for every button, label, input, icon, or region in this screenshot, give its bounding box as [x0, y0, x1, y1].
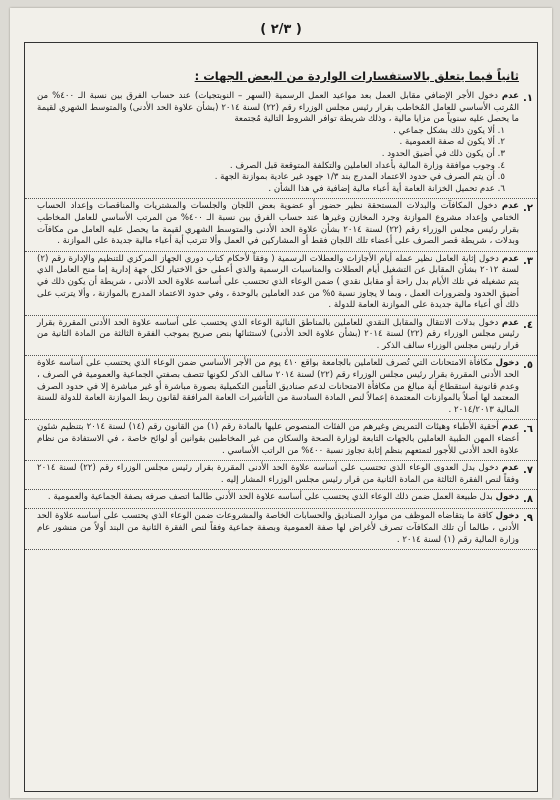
item-number: ٦.	[523, 424, 533, 436]
list-item	[25, 461, 537, 490]
section-title: ثانياً فيما يتعلق بالاستفسارات الواردة من البعض الجهات :	[194, 69, 519, 83]
item-content	[25, 358, 519, 416]
list-item	[25, 356, 537, 420]
content-frame	[24, 42, 538, 792]
list-item	[25, 420, 537, 461]
list-item	[25, 509, 537, 550]
item-content	[25, 201, 519, 247]
item-lead-word: عدم	[501, 91, 520, 101]
item-paragraph	[37, 463, 519, 486]
item-number: ٧.	[523, 465, 533, 477]
page-number: ( ٢/٣ )	[260, 22, 302, 37]
item-paragraph	[37, 201, 519, 247]
item-paragraph	[37, 422, 519, 457]
item-number: ٤.	[523, 319, 533, 331]
condition-list	[37, 126, 505, 196]
item-text: كافة ما يتقاضاه الموظف من موارد الصناديق والحسابات الخاصة والمشروعات ضمن الوعاء الذي يحتسب على أساسه علاوة الحد الأدنى ، طالما أن تلك المكافآت تصرف لأغراض لها صفة العمومية وبصفة جماعية وفقاً لنص الفقرة الثانية من البند أولاً من منشور عام وزارة المالية رقم (١) لسنة ٢٠١٤ .	[37, 511, 519, 545]
item-paragraph	[37, 511, 519, 546]
item-lead-word: عدم	[501, 422, 519, 433]
item-text: بدل طبيعة العمل ضمن ذلك الوعاء الذي يحتسب على أساسه علاوة الحد الأدنى طالما اتصف صرفه بصفة الجماعية والعمومية .	[47, 492, 493, 503]
item-content	[25, 91, 519, 195]
list-item	[25, 316, 537, 357]
item-lead-word: دخول	[495, 492, 519, 503]
item-paragraph	[37, 492, 519, 504]
condition-item: ٦. عدم تحميل الخزانة العامة أية أعباء مالية إضافية في هذا الشأن .	[268, 183, 505, 194]
item-content	[25, 254, 519, 312]
item-number: ٣.	[523, 255, 533, 267]
condition-item: ٥. أن يتم الصرف في حدود الاعتماد المدرج بند ١/٣ جهود غير عادية بموازنة الجهة .	[214, 172, 505, 183]
item-number: ٢.	[523, 203, 533, 215]
item-lead-word: عدم	[501, 463, 519, 474]
list-item	[25, 490, 537, 509]
item-text: أحقية الأطباء وهيئات التمريض وغيرهم من الفئات المنصوص عليها بالمادة رقم (١) من القانون رقم (١٤) لسنة ٢٠١٤ بتنظيم شئون أعضاء المهن الطبية العاملين بالجهات التابعة لوزارة الصحة والسكان من غير المخاطبين بقوانين أو لوائح خاصة ، في الاستفادة من نظام علاوة الحد الأدنى للأجور لتمتعهم بنظم إثابة تجاوز نسبة ٤٠٠% من الراتب الأساسي .	[37, 422, 519, 456]
item-lead-word: دخول	[495, 511, 519, 522]
item-content	[25, 492, 519, 505]
item-text: مكافأة الامتحانات التي تُصرف للعاملين بالجامعة بواقع ٤١٠ يوم من الأجر الأساسي ضمن الوعاء الذي يحتسب على أساسه علاوة الحد الأدنى المقررة بقرار رئيس مجلس الوزراء رقم (٢٢) لسنة ٢٠١٤ سالف الذكر لكونها تتصف بصفتي الجماعية والعمومية في الصرف ، وعدم قانونية استقطاع أية مبالغ من مكافأة الامتحانات لدعم صناديق التأمين التكميلية بصورة مباشرة أو غير مباشرة إلا في حدود الصرف المعتمد لها أصلاً بالموازنات المعتمدة إعمالاً لنص المادة السادسة من التأشيرات العامة المرافقة لقانون ربط الموازنة العامة للدولة للسنة المالية ٢٠١٤/٢٠١٣ .	[37, 358, 519, 415]
item-lead-word: عدم	[501, 201, 519, 212]
item-content	[25, 422, 519, 457]
item-number: ٩.	[523, 513, 533, 525]
item-number: ١.	[523, 93, 533, 104]
item-text: دخول الأجر الإضافي مقابل العمل بعد مواعيد العمل الرسمية (السهر – النوبتجيات) عند حساب الفرق بين نسبة الـ ٤٠٠% من المُرتب الأساسي للعامل المُخاطب بقرار رئيس مجلس الوزراء رقم (٢٢) لسنة ٢٠١٤ (بشأن علاوة الحد الأدنى) والمتوسط الشهري لقيمة ما يحصل عليه سنوياً من مزايا مالية ، وذلك شريطة توافر الشروط التالية مُجتمعة	[37, 91, 519, 125]
item-number: ٥.	[523, 360, 533, 372]
item-paragraph	[37, 318, 519, 353]
list-item	[25, 199, 537, 251]
list-item	[25, 89, 537, 199]
condition-item: ٢. ألا يكون له صفة العمومية .	[399, 137, 505, 148]
condition-item: ١. ألا يكون ذلك بشكل جماعي .	[393, 125, 505, 136]
item-text: دخول المكافآت والبدلات المستحقة نظير حضور أو عضوية بعض اللجان والجلسات والمشتريات والمناقصات وإعداد الحساب الختامي وإعداد مشروع الموازنة وجرد المخازن وغيرها عند حساب الفرق بين نسبة الـ ٤٠٠% من المرتب الأساسي للعامل المخاطب بقرار رئيس مجلس الوزراء رقم (٢٢) لسنة ٢٠١٤ بشأن علاوة الحد الأدنى والمتوسط الشهري لقيمة ما يحصل عليه العامل من مكافآت وبدلات ، شريطة قصر الصرف على أعضاء تلك اللجان فقط أو المشاركين في العمل وألا تترتب أية أعباء مالية جديدة على الموازنة .	[37, 201, 519, 247]
list-item	[25, 252, 537, 316]
item-text: دخول إثابة العامل نظير عمله أيام الأجازات والعطلات الرسمية ( وفقاً لأحكام كتاب دوري الجهاز المركزي للتنظيم والإدارة رقم (٢) لسنة ٢٠١٢ بشأن المقابل عن التشغيل أيام العطلات والمناسبات الرسمية والذي أعطى حق الاختيار لكل جهة إدارية إما منح العامل الذي يتم تشغيله في تلك الأيام بدل راحة أو مقابل نقدي ) ضمن الوعاء الذي تحتسب على أساسه علاوة الحد الأدنى ، شريطة أن يكون ذلك في أضيق الحدود ولضرورات العمل ، وبما لا يجاوز نسبة ٥% من عدد العاملين بالوحدة ، وفي حدود الاعتماد المدرج بالموازنة ، وألا يترتب على ذلك أي أعباء مالية جديدة على الموازنة العامة للدولة .	[37, 253, 519, 311]
item-paragraph	[37, 91, 519, 126]
item-lead-word: عدم	[501, 253, 520, 264]
items-list	[25, 89, 537, 550]
item-content	[25, 511, 519, 546]
item-content	[25, 318, 519, 353]
condition-item: ٤. وجوب موافقة وزارة المالية بأعداد العاملين والتكلفة المتوقعة قبل الصرف .	[229, 160, 505, 171]
item-paragraph	[37, 254, 519, 312]
condition-item: ٣. أن يكون ذلك في أضيق الحدود .	[381, 148, 505, 159]
item-number: ٨.	[523, 494, 533, 506]
document-page	[10, 8, 552, 798]
item-text: دخول بدل العدوى الوعاء الذي تحتسب على أساسه علاوة الحد الأدنى المقررة بقرار رئيس مجلس الوزراء رقم (٢٢) لسنة ٢٠١٤ وفقاً لنص الفقرة الثالثة من المادة الثانية من قرار رئيس مجلس الوزراء المشار إليه .	[37, 463, 519, 485]
item-paragraph	[37, 358, 519, 416]
item-lead-word: دخول	[495, 358, 519, 369]
item-content	[25, 463, 519, 486]
item-text: دخول بدلات الانتقال والمقابل النقدي للعاملين بالمناطق النائية الوعاء الذي يحتسب على أساسه علاوة الحد الأدنى المقررة بقرار رئيس مجلس الوزراء رقم (٢٢) لسنة ٢٠١٤ (بشأن علاوة الحد الأدنى) لاستثنائها بنص صريح بموجب الفقرة الثالثة من المادة الثانية من قرار رئيس مجلس الوزراء سالف الذكر .	[37, 317, 519, 351]
item-lead-word: عدم	[501, 317, 519, 328]
